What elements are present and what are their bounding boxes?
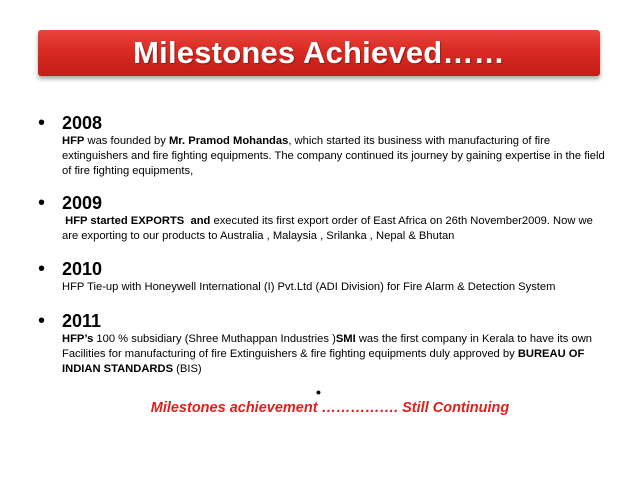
page-title: Milestones Achieved……: [133, 35, 505, 70]
desc-segment: Mr. Pramod Mohandas: [168, 135, 289, 147]
desc-segment: was founded by: [84, 135, 169, 147]
footer-note: Milestones achievement ……………. Still Continuing: [150, 400, 510, 416]
desc-segment: 100 % subsidiary (Shree Muthappan Industries ): [93, 333, 336, 345]
desc-segment: (BIS): [173, 363, 202, 375]
desc-segment: HFP Tie-up with Honeywell International (I) Pvt.Ltd (ADI Division) for Fire Alarm & Detection System: [62, 281, 556, 293]
milestone-2009: [38, 192, 608, 247]
bullet-icon: •: [38, 258, 46, 280]
desc-segment: HFP: [62, 135, 85, 147]
milestone-description: [62, 214, 610, 244]
desc-segment: BUREAU OF INDIAN STANDARDS: [62, 348, 585, 375]
bullet-icon: •: [38, 192, 46, 214]
milestone-year: 2010: [62, 259, 103, 279]
desc-segment: was the first company in Kerala to have its own Facilities for manufacturing of fire Extinguishers & fire fighting equipments duly approved by: [62, 333, 593, 360]
title-banner: [38, 30, 600, 76]
milestone-year: 2009: [62, 193, 103, 213]
bullet-icon: •: [38, 310, 46, 332]
milestone-year: 2011: [62, 311, 102, 331]
milestone-description: [62, 280, 610, 295]
desc-segment: HFP started EXPORTS and: [62, 215, 211, 227]
milestone-description: [62, 332, 610, 377]
milestone-year: 2008: [62, 113, 103, 133]
bullet-icon: •: [38, 112, 46, 134]
milestone-2008: [38, 112, 608, 182]
milestone-description: [62, 134, 610, 179]
milestone-2011: [38, 310, 608, 380]
desc-segment: executed its first export order of East Africa on 26th November2009. Now we are exporting to our products to Australia , Malaysia , Srilanka , Nepal & Bhutan: [62, 215, 593, 242]
desc-segment: HFP’s: [62, 333, 94, 345]
separator-dot: •: [316, 384, 321, 400]
desc-segment: SMI: [335, 333, 356, 345]
desc-segment: , which started its business with manufacturing of fire extinguishers and fire fighting equipments. The company continued its journey by gaining expertise in the field of fire fighting equipments,: [62, 135, 605, 177]
milestone-2010: [38, 258, 608, 298]
